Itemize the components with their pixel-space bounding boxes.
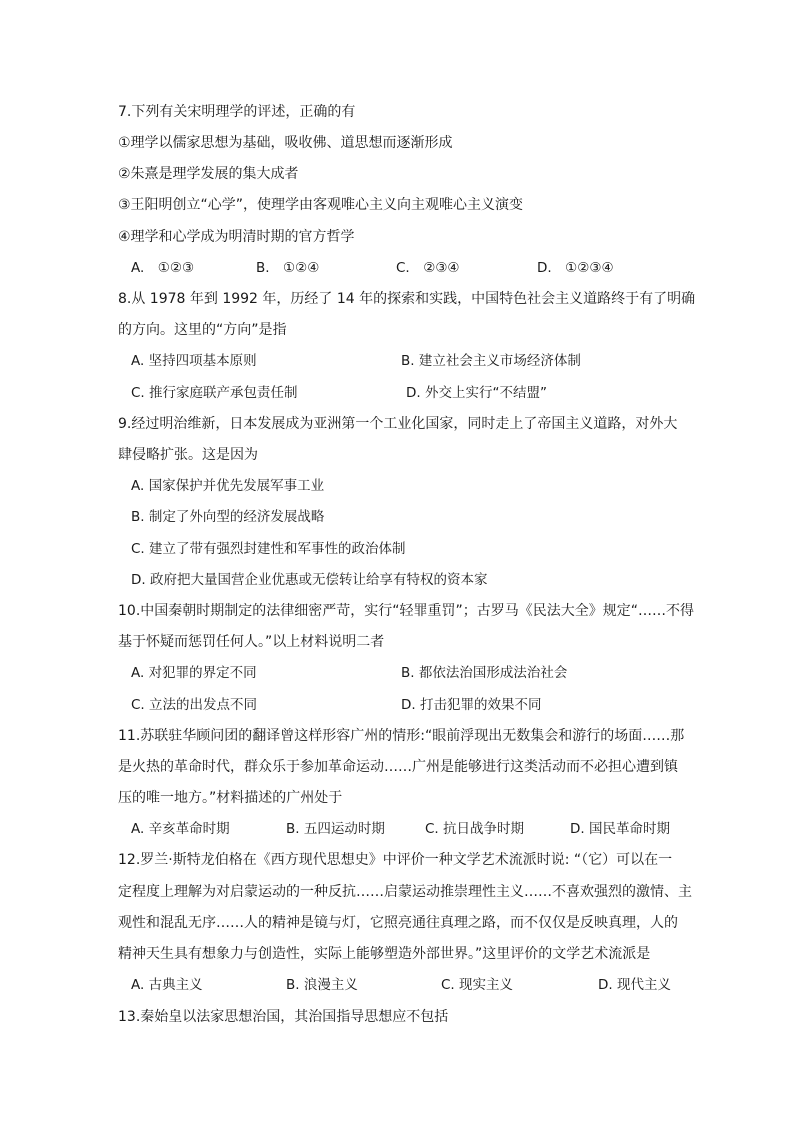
q7-statement-4: ④理学和心学成为明清时期的官方哲学	[118, 229, 355, 245]
q10-stem-line-2: 基于怀疑而惩罚任何人。”以上材料说明二者	[118, 634, 385, 650]
q10-option-b: B. 都依法治国形成法治社会	[401, 665, 568, 681]
q8-option-b: B. 建立社会主义市场经济体制	[401, 353, 581, 369]
q10-option-a: A. 对犯罪的界定不同	[131, 665, 257, 681]
q8-option-d: D. 外交上实行“不结盟”	[406, 385, 547, 401]
q7-stem: 7.下列有关宋明理学的评述，正确的有	[118, 104, 356, 120]
q9-option-c: C. 建立了带有强烈封建性和军事性的政治体制	[131, 541, 406, 557]
q7-option-a: A. ①②③	[131, 260, 195, 276]
q12-stem-line-1: 12.罗兰·斯特龙伯格在《西方现代思想史》中评价一种文学艺术流派时说: “（它）可以在一	[118, 852, 673, 868]
q11-option-b: B. 五四运动时期	[286, 821, 385, 837]
q7-statement-1: ①理学以儒家思想为基础，吸收佛、道思想而逐渐形成	[118, 135, 453, 151]
q12-stem-line-4: 精神天生具有想象力与创造性，实际上能够塑造外部世界。”这里评价的文学艺术流派是	[118, 946, 651, 962]
q12-option-c: C. 现实主义	[441, 977, 514, 993]
q9-stem-line-2: 肆侵略扩张。这是因为	[118, 447, 258, 463]
q12-stem-line-2: 定程度上理解为对启蒙运动的一种反抗……启蒙运动推崇理性主义……不喜欢强烈的激情、主	[118, 884, 692, 900]
q12-option-b: B. 浪漫主义	[286, 977, 358, 993]
q10-option-d: D. 打击犯罪的效果不同	[401, 697, 542, 713]
q9-option-d: D. 政府把大量国营企业优惠或无偿转让给享有特权的资本家	[131, 572, 488, 588]
q10-stem-line-1: 10.中国秦朝时期制定的法律细密严苛，实行“轻罪重罚”；古罗马《民法大全》规定“……不得	[118, 603, 695, 619]
q8-stem-line-2: 的方向。这里的“方向”是指	[118, 322, 287, 338]
q10-option-c: C. 立法的出发点不同	[131, 697, 258, 713]
q7-option-d: D. ①②③④	[537, 260, 614, 276]
q8-option-c: C. 推行家庭联产承包责任制	[131, 385, 298, 401]
q11-stem-line-2: 是火热的革命时代，群众乐于参加革命运动……广州是能够进行这类活动而不必担心遭到镇	[118, 759, 678, 775]
q11-stem-line-1: 11.苏联驻华顾问团的翻译曾这样形容广州的情形:“眼前浮现出无数集会和游行的场面……那	[118, 728, 685, 744]
q13-stem: 13.秦始皇以法家思想治国，其治国指导思想应不包括	[118, 1009, 449, 1025]
q8-option-a: A. 坚持四项基本原则	[131, 353, 257, 369]
q12-stem-line-3: 观性和混乱无序……人的精神是镜与灯，它照亮通往真理之路，而不仅仅是反映真理，人的	[118, 915, 678, 931]
q11-stem-line-3: 压的唯一地方。”材料描述的广州处于	[118, 790, 343, 806]
q11-option-a: A. 辛亥革命时期	[131, 821, 230, 837]
q9-stem-line-1: 9.经过明治维新，日本发展成为亚洲第一个工业化国家，同时走上了帝国主义道路，对外大	[118, 416, 678, 432]
q12-option-a: A. 古典主义	[131, 977, 203, 993]
q7-option-b: B. ①②④	[256, 260, 320, 276]
q11-option-c: C. 抗日战争时期	[425, 821, 525, 837]
q12-option-d: D. 现代主义	[598, 977, 671, 993]
q7-statement-2: ②朱熹是理学发展的集大成者	[118, 166, 299, 182]
q8-stem-line-1: 8.从 1978 年到 1992 年，历经了 14 年的探索和实践，中国特色社会主义道路终于有了明确	[118, 291, 696, 307]
q7-option-c: C. ②③④	[396, 260, 460, 276]
q7-statement-3: ③王阳明创立“心学”，使理学由客观唯心主义向主观唯心主义演变	[118, 197, 524, 213]
q9-option-b: B. 制定了外向型的经济发展战略	[131, 509, 325, 525]
q9-option-a: A. 国家保护并优先发展军事工业	[131, 478, 325, 494]
q11-option-d: D. 国民革命时期	[570, 821, 670, 837]
